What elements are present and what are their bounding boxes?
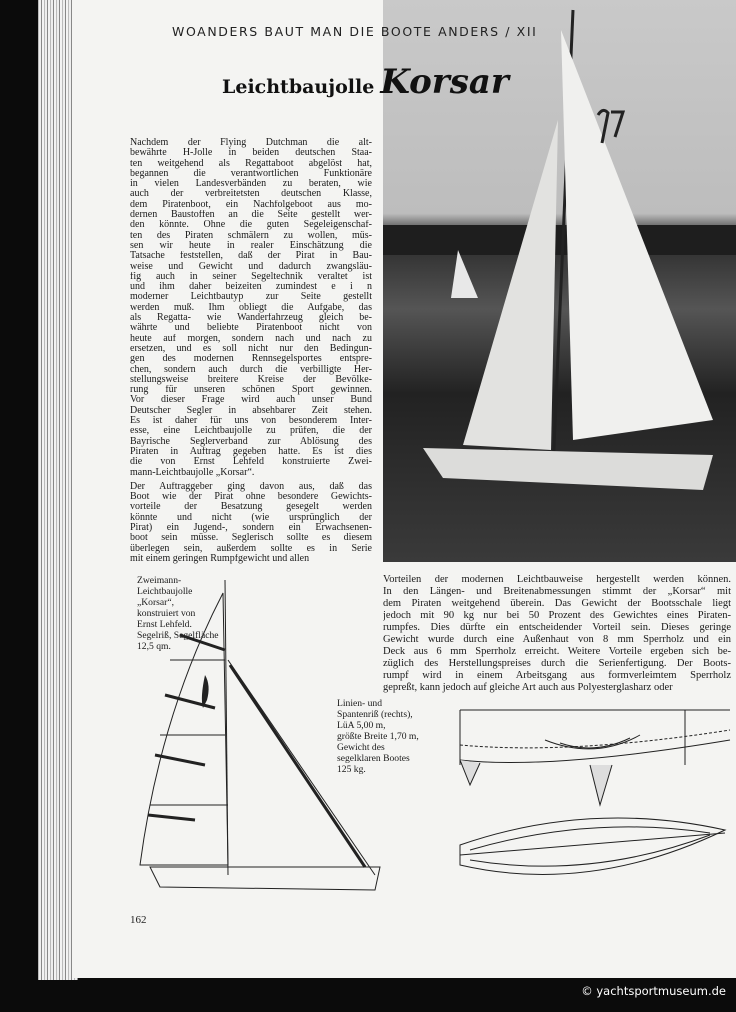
text-line: Spantenriß (rechts), bbox=[337, 709, 413, 720]
text-line: Bayrische Seglerverband zur Ablösung des bbox=[130, 436, 372, 447]
text-line: Ernst Lehfeld. bbox=[137, 619, 192, 630]
text-line: boot sein müsse. Seglerisch sollte es diesem bbox=[130, 533, 372, 544]
text-line: Vorteilen der modernen Leichtbauweise hergestellt werden können. bbox=[383, 574, 731, 585]
text-line: Gewicht des bbox=[337, 742, 385, 753]
text-line: LüA 5,00 m, bbox=[337, 720, 386, 731]
text-line: 12,5 qm. bbox=[137, 641, 171, 652]
article-title bbox=[222, 62, 509, 102]
text-line: könnte und nicht (wie ursprünglich der bbox=[130, 512, 372, 523]
text-line: den könnte. Ohne die guten Segeleigenschaf- bbox=[130, 220, 372, 231]
text-line: überlegen sein, außerdem sollte es in Serie bbox=[130, 543, 372, 554]
text-line: stellungsweise breitere Kreise der Bevölke- bbox=[130, 374, 372, 385]
text-line: esse, eine Leichtbaujolle zu prüfen, die der bbox=[130, 426, 372, 437]
text-line: Nachdem der Flying Dutchman die alt- bbox=[130, 138, 372, 148]
text-line: währte und beliebte Piratenboot nicht von bbox=[130, 323, 372, 334]
text-line: mit einem geringen Rumpfgewicht und allen bbox=[130, 553, 310, 564]
text-line: ten des Piraten schmälern zu wollen, müs- bbox=[130, 230, 372, 241]
text-line: segelklaren Bootes bbox=[337, 753, 410, 764]
text-line: größte Breite 1,70 m, bbox=[337, 731, 419, 742]
text-line: Deutscher Segler in absehbarer Zeit stehen. bbox=[130, 405, 372, 416]
text-line: ten weitgehend als Regattaboot abgelöst hat, bbox=[130, 158, 372, 169]
text-line: rumpfes. Dies dürfte ein entscheidender Vorteil sein. Dieses geringe bbox=[383, 622, 731, 633]
text-line: 125 kg. bbox=[337, 764, 366, 775]
text-line: dernen Baustoffen an die Seite gestellt wer- bbox=[130, 210, 372, 221]
text-line: gepreßt, kann jedoch auf gleiche Art auch aus Polyesterglasharz oder bbox=[383, 682, 673, 693]
text-line: werden muß. Ihm obliegt die Aufgabe, das bbox=[130, 302, 372, 313]
text-line: in vielen Landesverbänden zu beraten, wie bbox=[130, 179, 372, 190]
text-line: weise und Gewicht und dadurch zwangsläu- bbox=[130, 261, 372, 272]
text-line: „Korsar“, bbox=[137, 597, 175, 608]
title-prefix: Leichtbaujolle bbox=[222, 76, 375, 98]
text-line: chen, sondern auch durch die verbilligte Her- bbox=[130, 364, 372, 375]
page-number: 162 bbox=[130, 914, 147, 926]
text-line: rumpf wird in einem Arbeitsgang aus formverleimtem Sperrholz bbox=[383, 670, 731, 681]
text-line: vorteile der Besatzung gesegelt werden bbox=[130, 502, 372, 513]
text-line: Deck aus 6 mm Sperrholz erreicht. Weitere Vorteile ergeben sich be- bbox=[383, 646, 731, 657]
left-text-column bbox=[130, 138, 372, 564]
text-line: Zweimann- bbox=[137, 575, 182, 586]
text-line: und ihm daher beizeiten zumindest e i n bbox=[130, 282, 372, 293]
lines-plan-drawing bbox=[450, 705, 736, 910]
text-line: Linien- und bbox=[337, 698, 383, 709]
text-line: Boot wie der Pirat ohne besondere Gewichts- bbox=[130, 492, 372, 503]
text-line: dem Piraten weitgehend überein. Das Gewicht der Bootsschale liegt bbox=[383, 598, 731, 609]
watermark: © yachtsportmuseum.de bbox=[581, 984, 726, 998]
text-line: als Regatta- wie Wanderfahrzeug gleich be- bbox=[130, 313, 372, 324]
text-line: mann-Leichtbaujolle „Korsar“. bbox=[130, 467, 255, 478]
text-line: auch der verbreitetsten deutschen Klasse, bbox=[130, 189, 372, 200]
text-line: Vor dieser Frage wird auch unser Bund bbox=[130, 395, 372, 406]
text-line: Piraten in Auftrag gegeben hatte. Es ist dies bbox=[130, 446, 372, 457]
text-line: Gewicht wurde durch eine Außenhaut von 8 mm Sperrholz und ein bbox=[383, 634, 731, 645]
text-line: Tatsache feststellen, daß der Pirat in Bau- bbox=[130, 251, 372, 262]
text-line: züglich des Herstellungspreises durch die Serienfertigung. Der Boots- bbox=[383, 658, 731, 669]
right-text-column bbox=[383, 574, 731, 694]
text-line: moderner Leichtbautyp zur Seite gestellt bbox=[130, 292, 372, 303]
title-name: Korsar bbox=[380, 62, 509, 102]
text-line: Der Auftraggeber ging davon aus, daß das bbox=[130, 481, 372, 492]
text-line: bewährte H-Jolle in beiden deutschen Staa- bbox=[130, 148, 372, 159]
text-line: fig auch in seiner Segeltechnik veraltet ist bbox=[130, 271, 372, 282]
text-line: ersetzen, und es soll nicht nur den Bedingun- bbox=[130, 343, 372, 354]
text-line: sen wir heute in realer Einschätzung die bbox=[130, 240, 372, 251]
text-line: Segelriß, Segelfläche bbox=[137, 630, 219, 641]
text-line: konstruiert von bbox=[137, 608, 196, 619]
text-line: gen des modernen Rennsegelsportes entspre- bbox=[130, 354, 372, 365]
series-header: WOANDERS BAUT MAN DIE BOOTE ANDERS / XII bbox=[172, 24, 538, 39]
text-line: rung für unseren schönen Sport gewinnen. bbox=[130, 385, 372, 396]
text-line: Leichtbaujolle bbox=[137, 586, 193, 597]
text-line: Es ist daher für uns von besonderem Inter- bbox=[130, 416, 372, 427]
text-line: begannen die verantwortlichen Funktionäre bbox=[130, 168, 372, 179]
text-line: jedoch mit 90 kg nur bei 50 Prozent des Gewichtes eines Piraten- bbox=[383, 610, 731, 621]
text-line: In den Längen- und Breitenabmessungen stimmt der „Korsar“ mit bbox=[383, 586, 731, 597]
sail-plan-drawing bbox=[120, 575, 390, 900]
text-line: heute auf morgen, sondern nach und nach zu bbox=[130, 333, 372, 344]
text-line: dem Piratenboot, ein Nachfolgeboot aus mo- bbox=[130, 199, 372, 210]
text-line: die von Ernst Lehfeld konstruierte Zwei- bbox=[130, 457, 372, 468]
text-line: Pirat) ein Jugend-, sondern ein Erwachsenen- bbox=[130, 522, 372, 533]
